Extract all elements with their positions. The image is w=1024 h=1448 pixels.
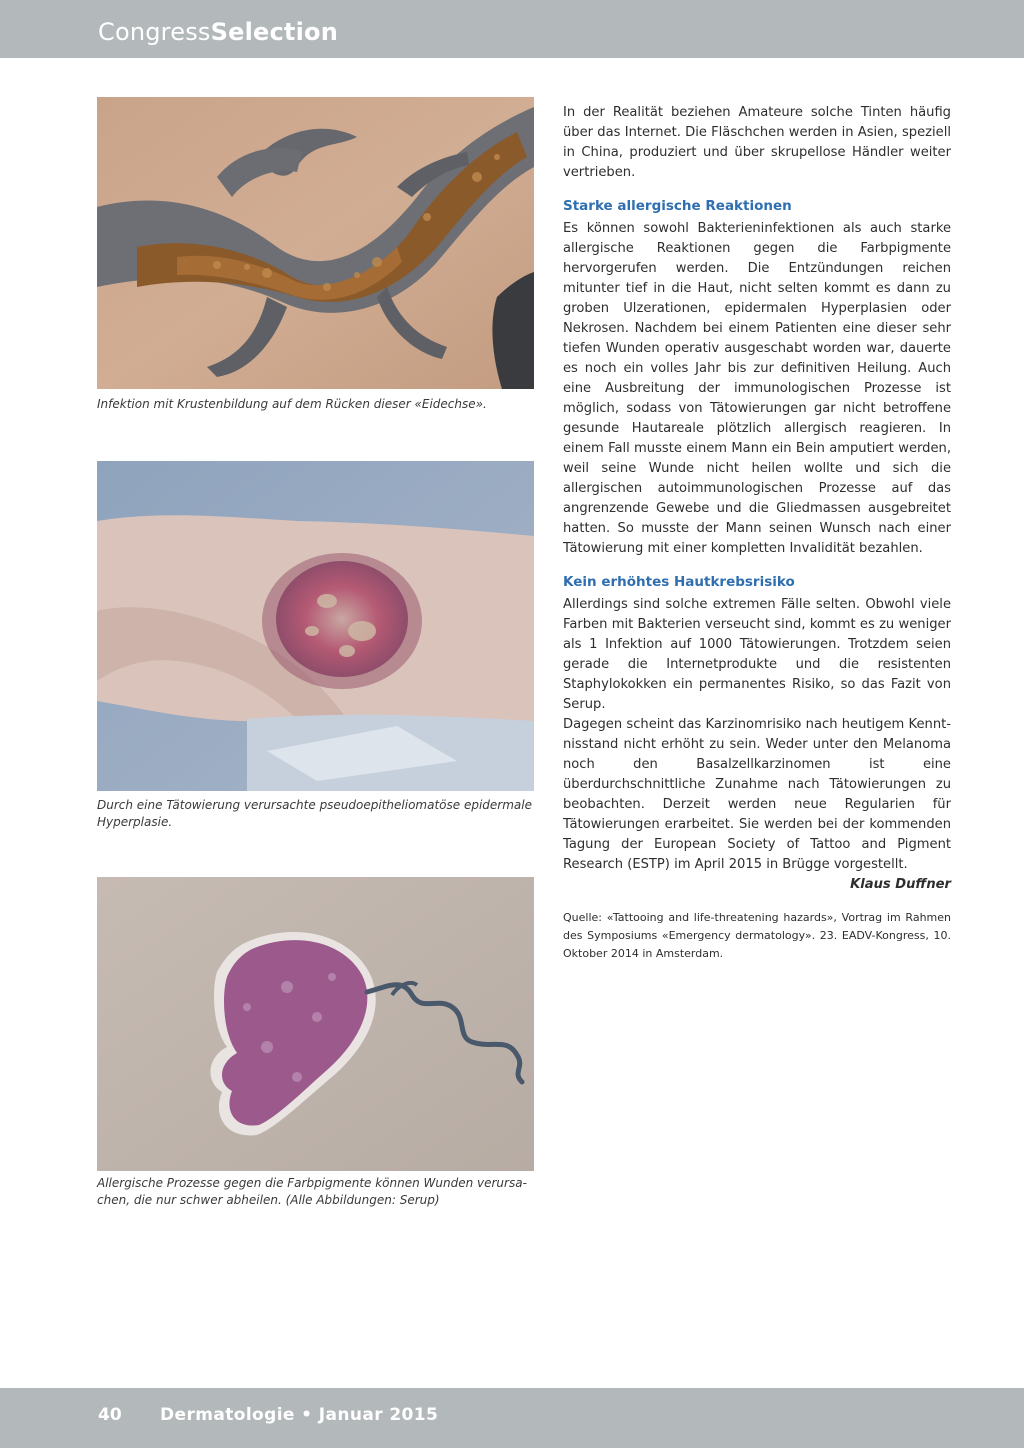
article-intro: In der Realität beziehen Amateure solche Tinten häufig über das Internet. Die Fläschchen werden in Asien, speziell in China, produziert und über skrupellose Händler weiter vertrieben. <box>563 105 951 180</box>
article-source: Quelle: «Tattooing and life-threatening hazards», Vortrag im Rahmen des Symposiums «Emergency dermatology». 23. EADV-Kongress, 10. Oktober 2014 in Amsterdam. <box>563 911 951 960</box>
lizard-tattoo-infection-photo <box>97 97 534 389</box>
figure-3-caption: Allergische Prozesse gegen die Farbpigmente können Wunden verursachen, die nur schwer abheilen. (Alle Abbildungen: Serup) <box>97 1176 527 1207</box>
section-heading-allergic: Starke allergische Reaktionen <box>563 198 792 214</box>
figure-2-photo <box>97 461 534 791</box>
page-number: 40 <box>98 1405 122 1425</box>
article-author: Klaus Duffner <box>850 877 951 892</box>
heart-balloon-tattoo-photo <box>97 877 534 1171</box>
section-heading-skin-cancer: Kein erhöhtes Hautkrebsrisiko <box>563 574 795 590</box>
brand-light: Congress <box>98 18 211 46</box>
section-text-skin-cancer-2: Dagegen scheint das Karzinomrisiko nach heutigem Kenntnisstand nicht erhöht zu sein. Weder unter den Melanoma noch den Basalzellkarzinomen ist eine überdurchschnittliche Zunahme nach Tätowierungen zu beobachten. Derzeit werden neue Regularien für Tätowierungen erarbeitet. Sie werden bei der kommenden Tagung der European Society of Tattoo and Pigment Research (ESTP) im April 2015 in Brügge vorgestellt. <box>563 717 951 872</box>
brand-bold: Selection <box>210 18 338 46</box>
section-text-allergic: Es können sowohl Bakterieninfektionen als auch starke allergische Reaktionen gegen die Farbpigmente hervorgerufen werden. Die Entzündungen reichen mitunter tief in die Haut, nicht selten kommt es dann zu groben Ulzerationen, epidermalen Hyperplasien oder Nekrosen. Nachdem bei einem Patienten eine dieser sehr tiefen Wunden operativ ausgeschabt worden war, dauerte es noch ein volles Jahr bis zur definitiven Heilung. Auch eine Ausbreitung der immunologischen Prozesse ist möglich, sodass von Tätowierungen gar nicht betroffene gesunde Hautareale plötzlich allergisch reagieren. In einem Fall musste einem Mann ein Bein amputiert werden, weil seine Wunde nicht heilen wollte und sich die allergischen autoimmunologischen Prozesse auf das angrenzende Gewebe und die Gliedmassen ausgebreitet hatten. So musste der Mann seinen Wunsch nach einer Tätowierung mit einer kompletten Invalidität bezahlen. <box>563 221 951 556</box>
journal-issue: Dermatologie • Januar 2015 <box>160 1405 439 1425</box>
section-text-skin-cancer-1: Allerdings sind solche extremen Fälle selten. Obwohl viele Farben mit Bakterien verseucht sind, kommt es zu weniger als 1 Infektion auf 1000 Tätowierungen. Trotzdem seien gerade die Internetprodukte und die resistenten Staphylokokken ein permanentes Risiko, so das Fazit von Serup. <box>563 597 951 712</box>
header-band <box>0 0 1024 58</box>
wrist-lesion-photo <box>97 461 534 791</box>
footer-band <box>0 1388 1024 1448</box>
article-column <box>563 103 951 963</box>
figure-3-photo <box>97 877 534 1171</box>
figure-1-caption: Infektion mit Krustenbildung auf dem Rücken dieser «Eidechse». <box>97 397 487 411</box>
congress-selection-logo <box>98 17 338 47</box>
figure-2-caption: Durch eine Tätowierung verursachte pseudoepitheliomatöse epidermale Hyperplasie. <box>97 798 532 829</box>
figure-1-photo <box>97 97 534 389</box>
